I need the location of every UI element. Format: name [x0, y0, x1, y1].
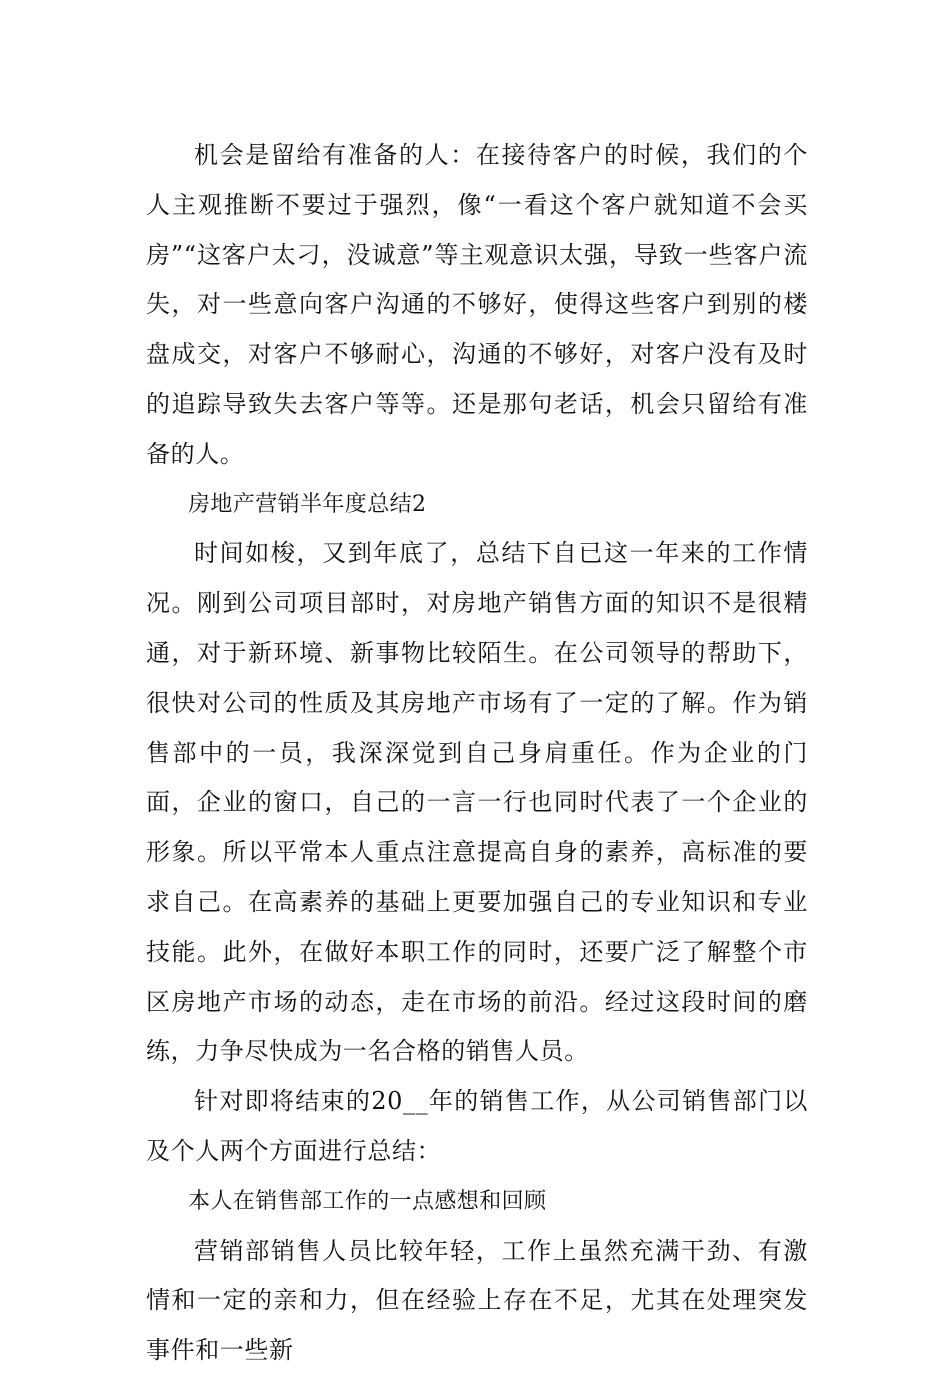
section-heading-summary-2: 房地产营销半年度总结2	[188, 491, 427, 517]
document-body	[146, 131, 808, 1376]
paragraph-summary-intro: 针对即将结束的20__年的销售工作，从公司销售部门以及个人两个方面进行总结：	[146, 1087, 808, 1165]
paragraph-opportunity: 机会是留给有准备的人：在接待客户的时候，我们的个人主观推断不要过于强烈，像“一看这个客户就知道不会买房”“这客户太刁，没诚意”等主观意识太强，导致一些客户流失，对一些意向客户沟通的不够好，使得这些客户到别的楼盘成交，对客户不够耐心，沟通的不够好，对客户没有及时的追踪导致失去客户等等。还是那句老话，机会只留给有准备的人。	[146, 141, 808, 468]
paragraph-year-review: 时间如梭，又到年底了，总结下自已这一年来的工作情况。刚到公司项目部时，对房地产销售方面的知识不是很精通，对于新环境、新事物比较陌生。在公司领导的帮助下，很快对公司的性质及其房地产市场有了一定的了解。作为销售部中的一员，我深深觉到自己身肩重任。作为企业的门面，企业的窗口，自己的一言一行也同时代表了一个企业的形象。所以平常本人重点注意提高自身的素养，高标准的要求自己。在高素养的基础上更要加强自己的专业知识和专业技能。此外，在做好本职工作的同时，还要广泛了解整个市区房地产市场的动态，走在市场的前沿。经过这段时间的磨练，力争尽快成为一名合格的销售人员。	[146, 539, 808, 1066]
paragraph-sales-team: 营销部销售人员比较年轻，工作上虽然充满干劲、有激情和一定的亲和力，但在经验上存在不足，尤其在处理突发事件和一些新	[146, 1236, 808, 1365]
section-heading-reflections: 本人在销售部工作的一点感想和回顾	[188, 1188, 547, 1214]
